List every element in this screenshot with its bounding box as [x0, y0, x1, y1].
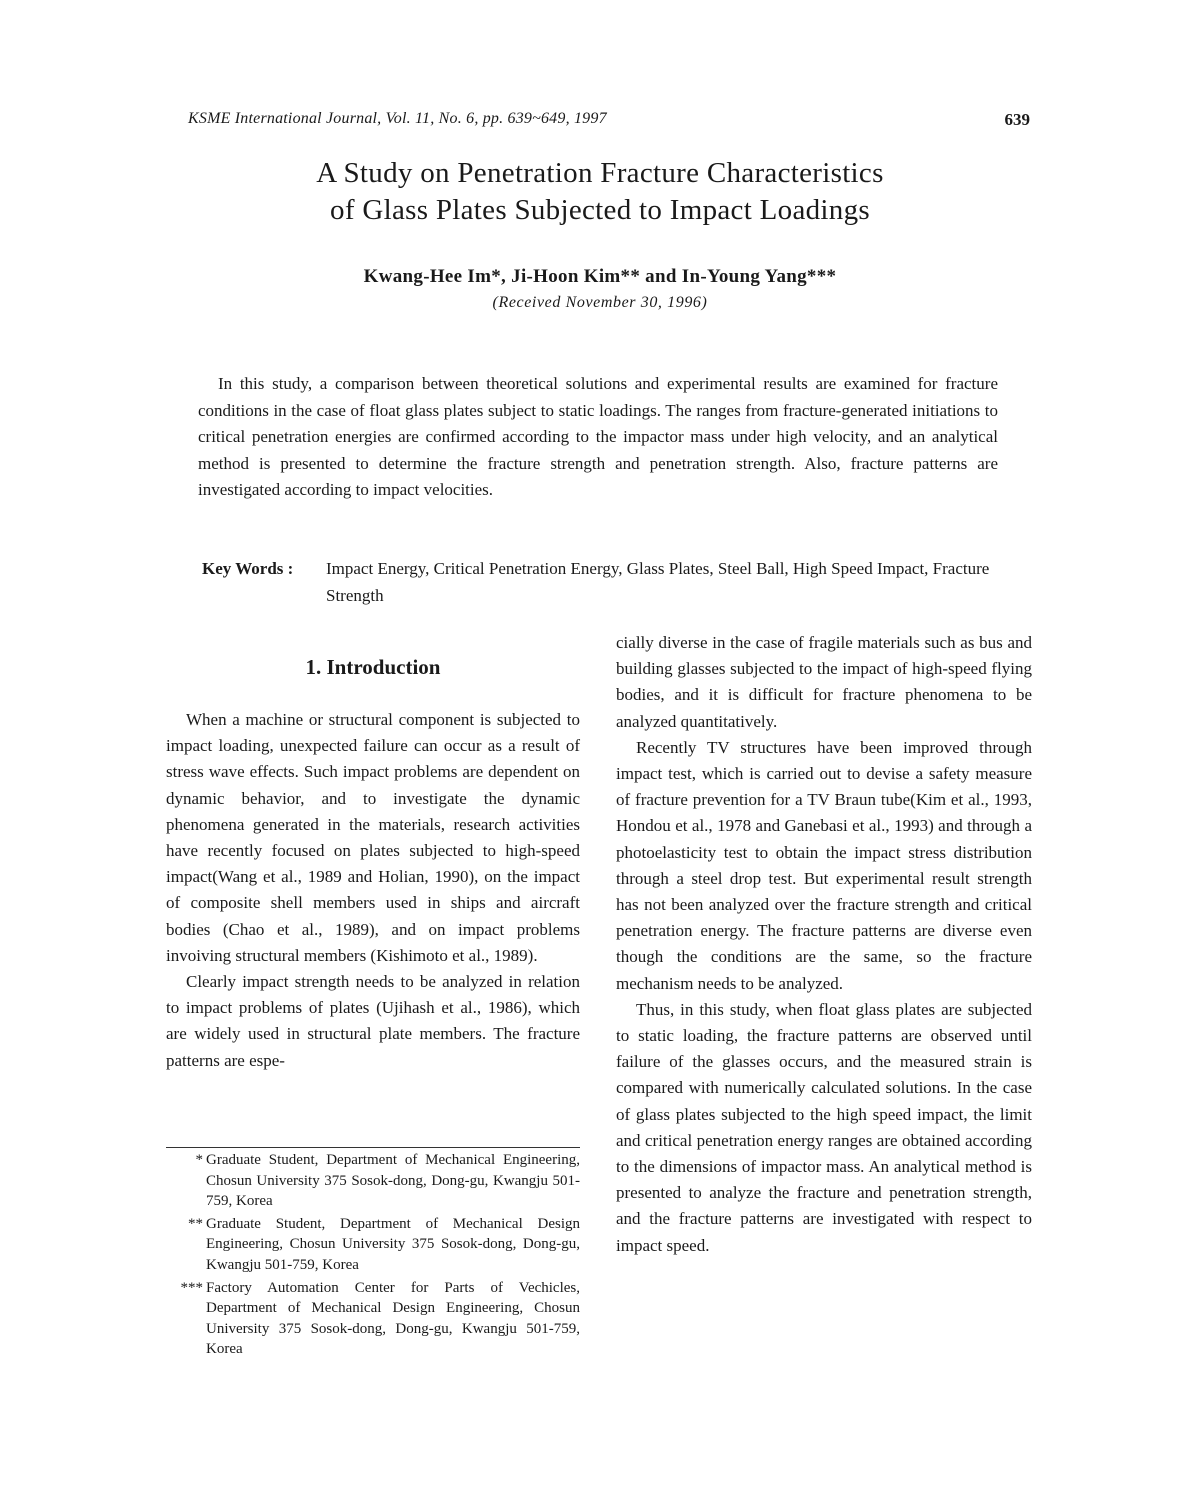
body-paragraph: Thus, in this study, when float glass plates are subjected to static loading, the fracture patterns are observed until failure of the glasses occurs, and the measured strain is compared with numerically calculated solutions. In the case of glass plates subjected to the high speed impact, the limit and critical penetration energy ranges are obtained according to the dimensions of impactor mass. An analytical method is presented to analyze the fracture and penetration strength, and the fracture patterns are investigated with respect to impact speed.	[616, 999, 1032, 1255]
keywords	[202, 556, 1002, 609]
footnote-divider	[166, 1147, 580, 1148]
title-line-1: A Study on Penetration Fracture Characteristics	[316, 157, 884, 189]
right-column-body	[616, 630, 1032, 1259]
keywords-label: Key Words :	[202, 559, 294, 578]
left-column-body	[166, 707, 580, 1074]
body-paragraph: Clearly impact strength needs to be analyzed in relation to impact problems of plates (Ujihash et al., 1986), which are widely used in structural plate members. The fracture patterns are espe-	[166, 972, 580, 1070]
footnote-text: Factory Automation Center for Parts of Vechicles, Department of Mechanical Design Engineering, Chosun University 375 Sosok-dong, Dong-gu, Kwangju 501-759, Korea	[206, 1279, 580, 1358]
section-heading: 1. Introduction	[305, 655, 441, 679]
footnote-text: Graduate Student, Department of Mechanical Design Engineering, Chosun University 375 Sosok-dong, Dong-gu, Kwangju 501-759, Korea	[206, 1215, 580, 1273]
footnote-mark: **	[188, 1215, 203, 1232]
footnote-mark: *	[195, 1152, 203, 1168]
abstract	[198, 371, 998, 504]
author-list: Kwang-Hee Im*, Ji-Hoon Kim** and In-Young Yang***	[363, 266, 837, 287]
page-number: 639	[1004, 110, 1030, 129]
received-date: (Received November 30, 1996)	[492, 294, 708, 311]
keywords-text: Impact Energy, Critical Penetration Energy, Glass Plates, Steel Ball, High Speed Impact, Fracture Strength	[326, 559, 990, 605]
footnote	[168, 1278, 580, 1360]
footnote-text: Graduate Student, Department of Mechanical Engineering, Chosun University 375 Sosok-dong, Dong-gu, Kwangju 501-759, Korea	[206, 1152, 580, 1210]
body-paragraph-continued: cially diverse in the case of fragile materials such as bus and building glasses subjected to the impact of high-speed flying bodies, and it is difficult for fracture phenomena to be analyzed quantitatively.	[616, 633, 1032, 731]
footnote-mark: ***	[180, 1279, 203, 1296]
footnote	[168, 1150, 580, 1212]
footnote	[168, 1214, 580, 1276]
abstract-text: In this study, a comparison between theoretical solutions and experimental results are examined for fracture conditions in the case of float glass plates subject to static loadings. The ranges from fracture-generated initiations to critical penetration energies are confirmed according to the impactor mass under high velocity, and an analytical method is presented to determine the fracture strength and penetration strength. Also, fracture patterns are investigated according to impact velocities.	[198, 374, 998, 500]
body-paragraph: Recently TV structures have been improved through impact test, which is carried out to devise a safety measure of fracture prevention for a TV Braun tube(Kim et al., 1993, Hondou et al., 1978 and Ganebasi et al., 1993) and through a photoelasticity test to obtain the impact stress distribution through a steel drop test. But experimental result strength has not been analyzed over the fracture strength and critical penetration energy. The fracture patterns are diverse even though the conditions are the same, so the fracture mechanism needs to be analyzed.	[616, 737, 1032, 993]
footnotes	[168, 1150, 580, 1362]
journal-citation: KSME International Journal, Vol. 11, No. 6, pp. 639~649, 1997	[188, 110, 607, 127]
title-line-2: of Glass Plates Subjected to Impact Loadings	[330, 194, 870, 226]
body-paragraph: When a machine or structural component is subjected to impact loading, unexpected failure can occur as a result of stress wave effects. Such impact problems are dependent on dynamic behavior, and to investigate the dynamic phenomena generated in the materials, research activities have recently focused on plates subjected to high-speed impact(Wang et al., 1989 and Holian, 1990), on the impact of composite shell members used in ships and aircraft bodies (Chao et al., 1989), and on impact problems invoiving structural members (Kishimoto et al., 1989).	[166, 710, 580, 965]
paper-title	[0, 155, 1200, 229]
